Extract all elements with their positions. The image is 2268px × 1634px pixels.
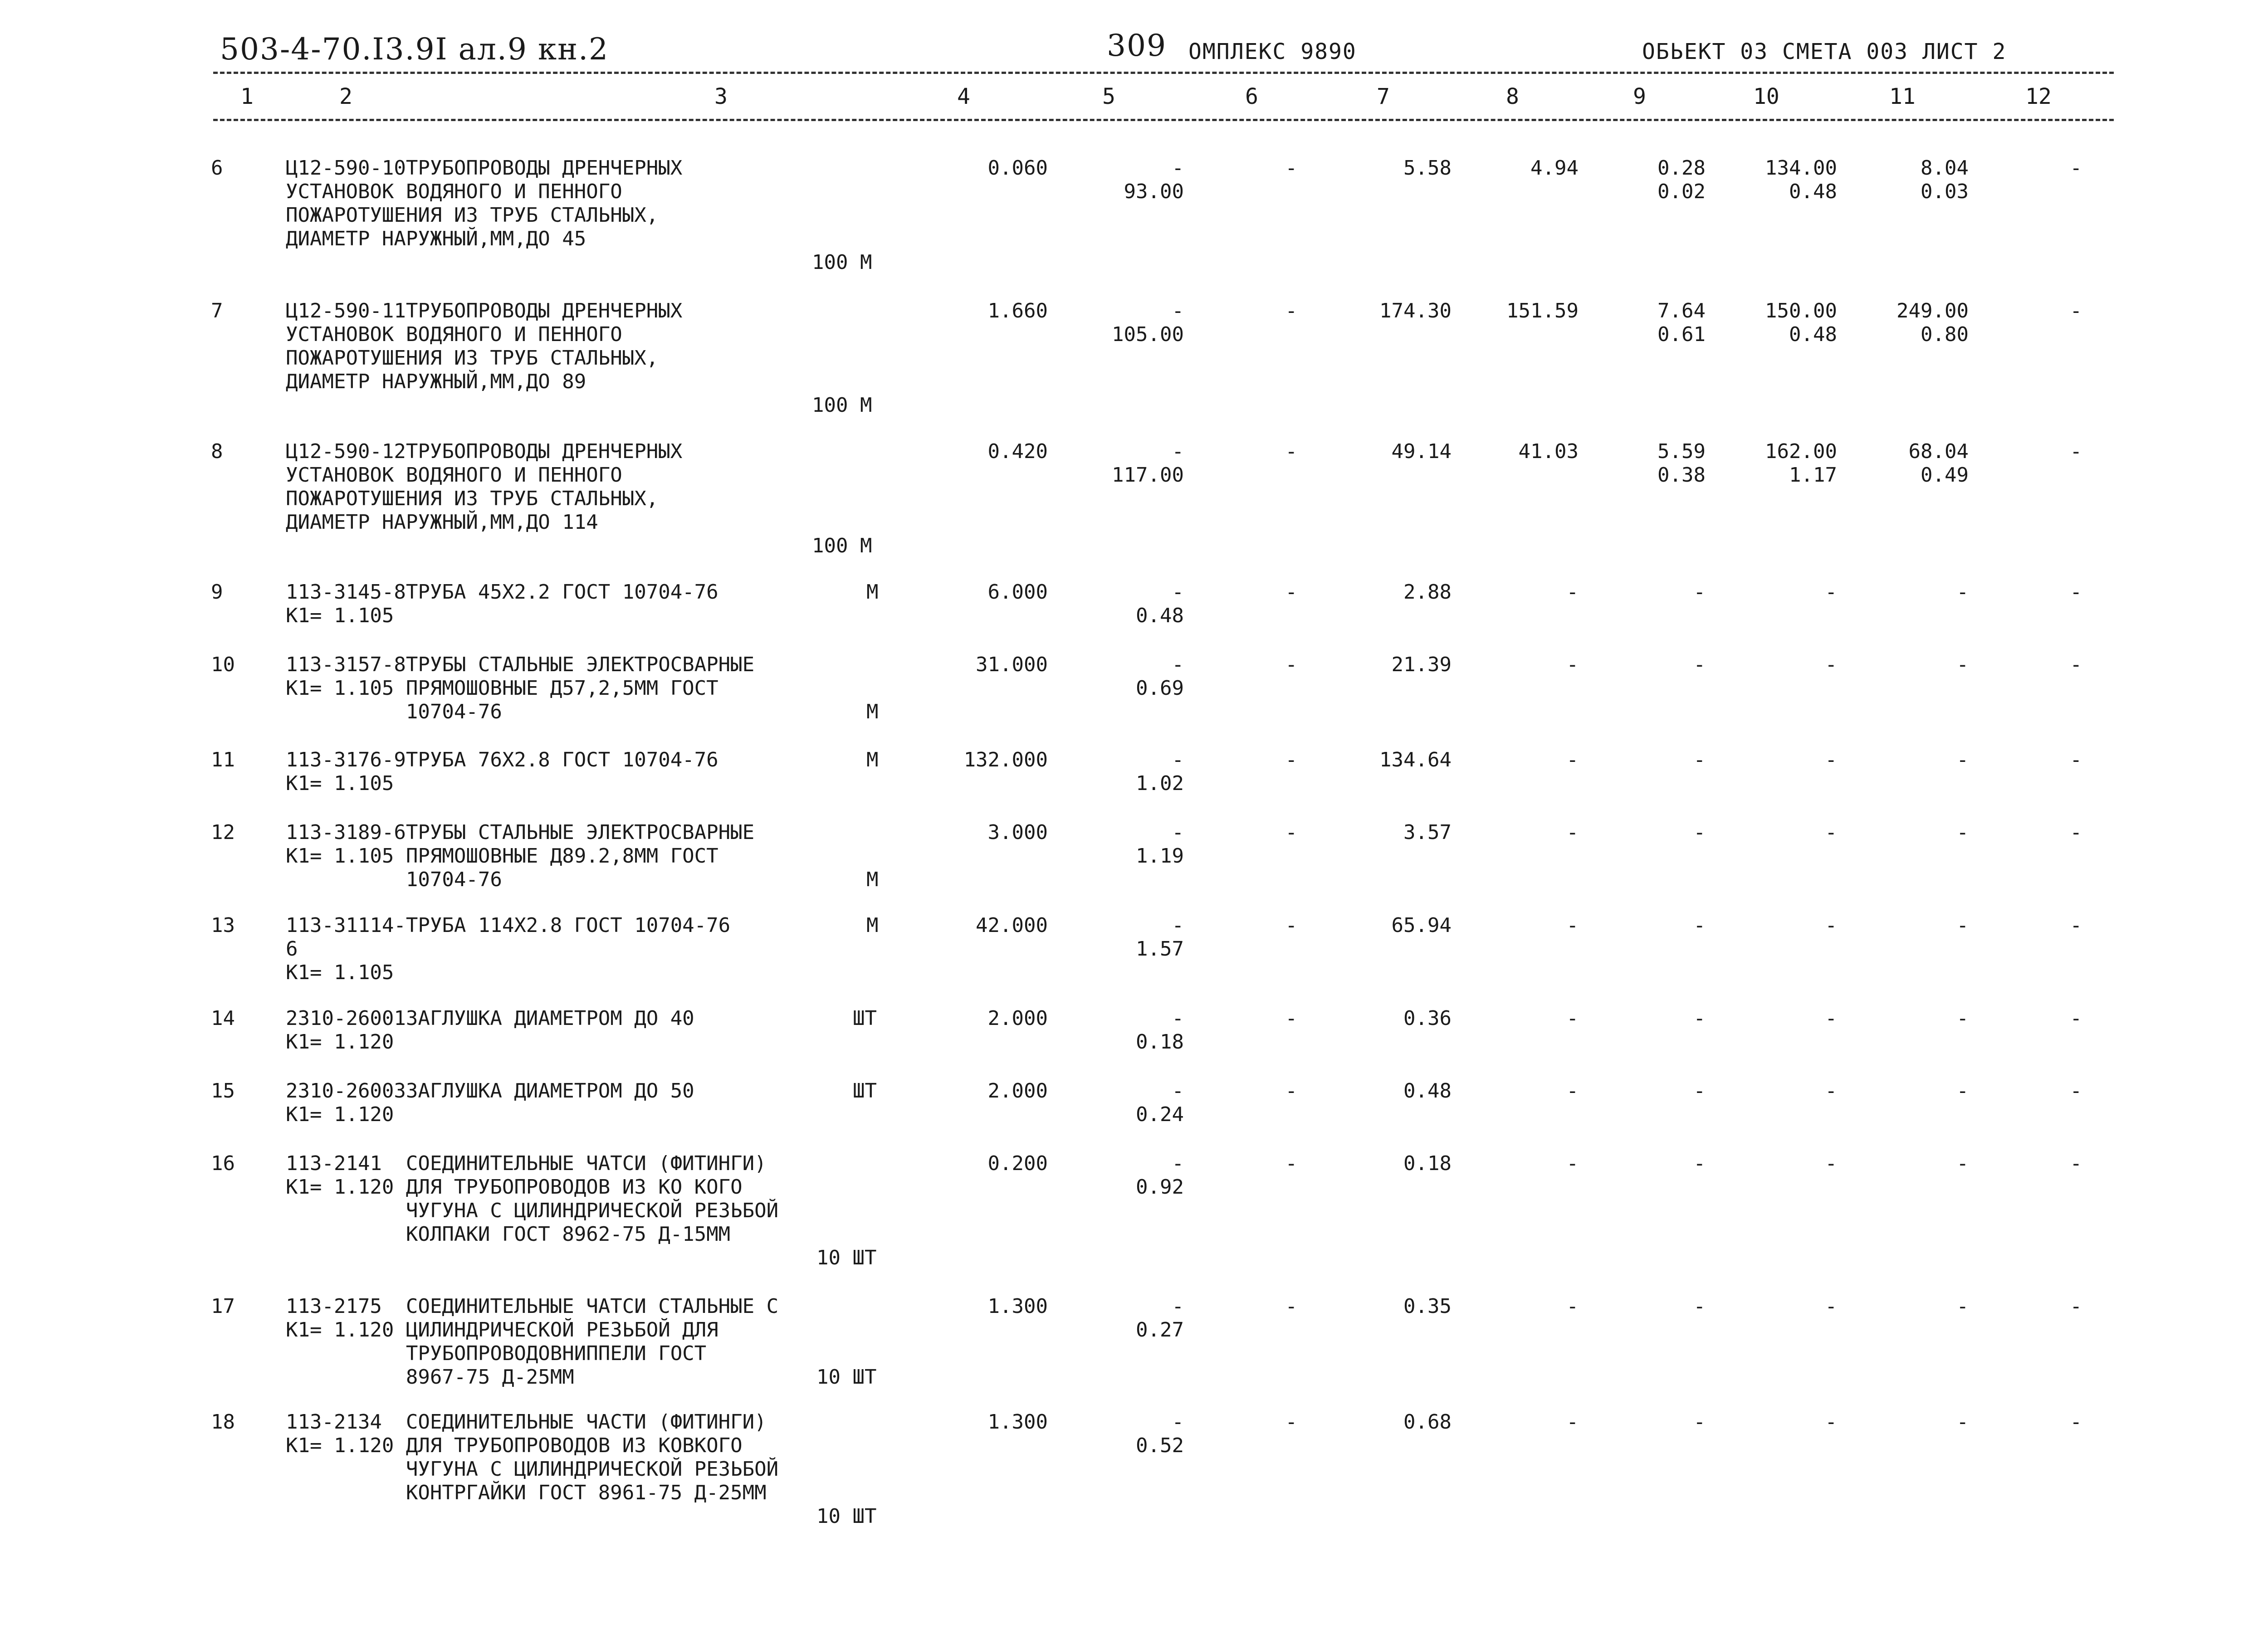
cell-c4: 2.000 [987, 1079, 1048, 1102]
row-unit: 100 М [812, 534, 872, 557]
col-num-9: 9 [1633, 84, 1646, 109]
cell-c7: 0.35 [1403, 1295, 1452, 1318]
cell-c8: - [1566, 580, 1579, 604]
cell-c7: 134.64 [1379, 748, 1452, 771]
row-unit: М [866, 868, 879, 891]
row-description-line: 10704-76 [286, 700, 502, 723]
row-unit: 100 М [812, 251, 872, 274]
cell-c10a: - [1825, 1152, 1837, 1175]
cell-c11a: - [1956, 914, 1969, 937]
cell-c5b: 1.19 [1136, 844, 1184, 868]
cell-c9a: - [1693, 653, 1706, 676]
cell-c11b: 0.49 [1921, 463, 1969, 487]
cell-c9b: 0.02 [1657, 180, 1706, 203]
cell-c10b: 0.48 [1789, 180, 1837, 203]
cell-c6: - [1285, 914, 1297, 937]
cell-c10a: - [1825, 914, 1837, 937]
row-unit: М [866, 700, 879, 723]
cell-c9a: - [1693, 1410, 1706, 1434]
cell-c5a: - [1172, 580, 1184, 604]
cell-c7: 2.88 [1403, 580, 1452, 604]
row-description-line: К1= 1.120 ДЛЯ ТРУБОПРОВОДОВ ИЗ КО КОГО [286, 1176, 743, 1199]
row-description-line: Ц12-590-10ТРУБОПРОВОДЫ ДРЕНЧЕРНЫХ [286, 156, 683, 180]
row-description-line: 113-2175 СОЕДИНИТЕЛЬНЫЕ ЧАТСИ СТАЛЬНЫЕ С [286, 1295, 779, 1318]
cell-c6: - [1285, 440, 1297, 463]
col-num-12: 12 [2025, 84, 2052, 109]
complex-label: ОМПЛЕКС 9890 [1188, 39, 1357, 64]
cell-c9b: 0.61 [1657, 323, 1706, 346]
cell-c4: 132.000 [963, 748, 1048, 771]
cell-c8: - [1566, 1295, 1579, 1318]
cell-c7: 174.30 [1379, 299, 1452, 322]
cell-c5a: - [1172, 1079, 1184, 1102]
cell-c10a: 162.00 [1765, 440, 1837, 463]
cell-c5a: - [1172, 748, 1184, 771]
cell-c11b: 0.80 [1921, 323, 1969, 346]
row-number: 17 [211, 1295, 235, 1318]
cell-c5b: 0.92 [1136, 1176, 1184, 1199]
cell-c12: - [2070, 1079, 2082, 1102]
cell-c6: - [1285, 156, 1297, 180]
cell-c10a: - [1825, 748, 1837, 771]
col-num-2: 2 [339, 84, 352, 109]
cell-c7: 0.36 [1403, 1007, 1452, 1030]
cell-c5b: 93.00 [1124, 180, 1184, 203]
cell-c12: - [2070, 821, 2082, 844]
cell-c5b: 1.57 [1136, 937, 1184, 961]
row-description-line: К1= 1.120 ЦИЛИНДРИЧЕСКОЙ РЕЗЬБОЙ ДЛЯ [286, 1318, 719, 1341]
row-description-line: КОНТРГАЙКИ ГОСТ 8961-75 Д-25ММ [286, 1481, 767, 1504]
cell-c10b: 0.48 [1789, 323, 1837, 346]
cell-c8: - [1566, 748, 1579, 771]
row-number: 13 [211, 914, 235, 937]
cell-c11b: 0.03 [1921, 180, 1969, 203]
row-unit: 10 ШТ [816, 1246, 877, 1269]
row-description-line: ДИАМЕТР НАРУЖНЫЙ,ММ,ДО 89 [286, 370, 587, 393]
cell-c6: - [1285, 1410, 1297, 1434]
cell-c11a: 68.04 [1908, 440, 1969, 463]
cell-c8: - [1566, 653, 1579, 676]
row-description-line: 8967-75 Д-25ММ [286, 1366, 574, 1389]
col-num-4: 4 [957, 84, 970, 109]
cell-c11a: 249.00 [1897, 299, 1969, 322]
col-num-8: 8 [1506, 84, 1519, 109]
cell-c4: 3.000 [987, 821, 1048, 844]
cell-c6: - [1285, 821, 1297, 844]
cell-c7: 0.48 [1403, 1079, 1452, 1102]
row-description-line: 113-3189-6ТРУБЫ СТАЛЬНЫЕ ЭЛЕКТРОСВАРНЫЕ [286, 821, 755, 844]
object-estimate-label: ОБЬЕКТ 03 СМЕТА 003 ЛИСТ 2 [1642, 39, 2007, 64]
cell-c5a: - [1172, 1410, 1184, 1434]
cell-c7: 21.39 [1391, 653, 1452, 676]
row-unit: 10 ШТ [816, 1366, 877, 1389]
row-description-line: 113-2141 СОЕДИНИТЕЛЬНЫЕ ЧАТСИ (ФИТИНГИ) [286, 1152, 767, 1175]
row-description-line: К1= 1.105 [286, 772, 394, 795]
row-number: 18 [211, 1410, 235, 1434]
cell-c9a: - [1693, 580, 1706, 604]
row-description-line: К1= 1.105 [286, 961, 394, 984]
col-num-5: 5 [1102, 84, 1115, 109]
cell-c6: - [1285, 1007, 1297, 1030]
column-numbers [0, 84, 2268, 116]
row-description-line: УСТАНОВОК ВОДЯНОГО И ПЕННОГО [286, 180, 622, 203]
col-num-10: 10 [1753, 84, 1779, 109]
cell-c7: 0.68 [1403, 1410, 1452, 1434]
cell-c9a: - [1693, 914, 1706, 937]
cell-c5a: - [1172, 156, 1184, 180]
col-num-6: 6 [1245, 84, 1258, 109]
row-description-line: ПОЖАРОТУШЕНИЯ ИЗ ТРУБ СТАЛЬНЫХ, [286, 346, 659, 370]
row-description-line: Ц12-590-12ТРУБОПРОВОДЫ ДРЕНЧЕРНЫХ [286, 440, 683, 463]
cell-c9a: - [1693, 748, 1706, 771]
row-unit: ШТ [853, 1079, 877, 1102]
cell-c7: 3.57 [1403, 821, 1452, 844]
cell-c4: 2.000 [987, 1007, 1048, 1030]
row-description-line: 2310-260013АГЛУШКА ДИАМЕТРОМ ДО 40 [286, 1007, 694, 1030]
row-description-line: 10704-76 [286, 868, 502, 891]
cell-c8: - [1566, 914, 1579, 937]
cell-c8: - [1566, 1007, 1579, 1030]
cell-c4: 0.200 [987, 1152, 1048, 1175]
row-unit: М [866, 748, 879, 771]
cell-c8: - [1566, 821, 1579, 844]
row-description-line: ТРУБОПРОВОДОВНИППЕЛИ ГОСТ [286, 1342, 707, 1365]
row-description-line: УСТАНОВОК ВОДЯНОГО И ПЕННОГО [286, 463, 622, 487]
row-unit: 100 М [812, 394, 872, 417]
cell-c5b: 0.52 [1136, 1434, 1184, 1457]
row-description-line: 113-3145-8ТРУБА 45Х2.2 ГОСТ 10704-76 [286, 580, 719, 604]
cell-c9a: 5.59 [1657, 440, 1706, 463]
cell-c4: 1.300 [987, 1295, 1048, 1318]
cell-c5a: - [1172, 914, 1184, 937]
row-description-line: ЧУГУНА С ЦИЛИНДРИЧЕСКОЙ РЕЗЬБОЙ [286, 1199, 779, 1222]
row-number: 15 [211, 1079, 235, 1102]
row-description-line: 2310-260033АГЛУШКА ДИАМЕТРОМ ДО 50 [286, 1079, 694, 1102]
cell-c12: - [2070, 1007, 2082, 1030]
row-number: 14 [211, 1007, 235, 1030]
cell-c8: 4.94 [1530, 156, 1579, 180]
cell-c10a: 134.00 [1765, 156, 1837, 180]
cell-c6: - [1285, 1295, 1297, 1318]
row-description-line: К1= 1.120 [286, 1103, 394, 1126]
cell-c9a: - [1693, 1295, 1706, 1318]
col-num-11: 11 [1889, 84, 1916, 109]
row-description-line: ПОЖАРОТУШЕНИЯ ИЗ ТРУБ СТАЛЬНЫХ, [286, 487, 659, 510]
cell-c12: - [2070, 1152, 2082, 1175]
cell-c10a: - [1825, 1079, 1837, 1102]
cell-c12: - [2070, 580, 2082, 604]
row-description-line: 113-3176-9ТРУБА 76Х2.8 ГОСТ 10704-76 [286, 748, 719, 771]
cell-c10b: 1.17 [1789, 463, 1837, 487]
cell-c12: - [2070, 748, 2082, 771]
cell-c4: 42.000 [976, 914, 1048, 937]
cell-c10a: - [1825, 653, 1837, 676]
cell-c11a: - [1956, 653, 1969, 676]
row-description-line: К1= 1.120 [286, 1030, 394, 1054]
document-id: 503-4-70.I3.9I ал.9 кн.2 [220, 32, 609, 67]
col-num-7: 7 [1377, 84, 1390, 109]
cell-c4: 1.660 [987, 299, 1048, 322]
cell-c5b: 0.69 [1136, 677, 1184, 700]
row-description-line: 113-2134 СОЕДИНИТЕЛЬНЫЕ ЧАСТИ (ФИТИНГИ) [286, 1410, 767, 1434]
row-unit: 10 ШТ [816, 1505, 877, 1528]
col-num-1: 1 [240, 84, 254, 109]
cell-c8: - [1566, 1410, 1579, 1434]
cell-c8: 151.59 [1506, 299, 1579, 322]
cell-c12: - [2070, 914, 2082, 937]
cell-c4: 0.060 [987, 156, 1048, 180]
row-description-line: КОЛПАКИ ГОСТ 8962-75 Д-15ММ [286, 1223, 731, 1246]
cell-c7: 65.94 [1391, 914, 1452, 937]
cell-c4: 1.300 [987, 1410, 1048, 1434]
cell-c12: - [2070, 440, 2082, 463]
cell-c5b: 0.48 [1136, 604, 1184, 627]
cell-c9a: - [1693, 821, 1706, 844]
cell-c9a: - [1693, 1152, 1706, 1175]
cell-c11a: - [1956, 748, 1969, 771]
cell-c11a: - [1956, 580, 1969, 604]
cell-c5b: 0.24 [1136, 1103, 1184, 1126]
cell-c5a: - [1172, 653, 1184, 676]
cell-c9a: - [1693, 1079, 1706, 1102]
header-rule-top [213, 72, 2114, 74]
cell-c5b: 0.18 [1136, 1030, 1184, 1054]
row-unit: М [866, 914, 879, 937]
cell-c9b: 0.38 [1657, 463, 1706, 487]
row-description-line: К1= 1.120 ДЛЯ ТРУБОПРОВОДОВ ИЗ КОВКОГО [286, 1434, 743, 1457]
cell-c4: 31.000 [976, 653, 1048, 676]
cell-c5a: - [1172, 1295, 1184, 1318]
row-number: 7 [211, 299, 223, 322]
row-description-line: 6 [286, 937, 298, 961]
row-number: 12 [211, 821, 235, 844]
cell-c5b: 0.27 [1136, 1318, 1184, 1341]
cell-c10a: - [1825, 1295, 1837, 1318]
cell-c4: 6.000 [987, 580, 1048, 604]
row-description-line: 113-3157-8ТРУБЫ СТАЛЬНЫЕ ЭЛЕКТРОСВАРНЫЕ [286, 653, 755, 676]
cell-c6: - [1285, 1152, 1297, 1175]
cell-c6: - [1285, 299, 1297, 322]
row-number: 11 [211, 748, 235, 771]
cell-c11a: 8.04 [1921, 156, 1969, 180]
page-number: 309 [1107, 28, 1167, 63]
cell-c5b: 117.00 [1112, 463, 1184, 487]
cell-c11a: - [1956, 1410, 1969, 1434]
col-num-3: 3 [714, 84, 728, 109]
cell-c5a: - [1172, 299, 1184, 322]
header-rule-bottom [213, 119, 2114, 121]
row-description-line: Ц12-590-11ТРУБОПРОВОДЫ ДРЕНЧЕРНЫХ [286, 299, 683, 322]
cell-c6: - [1285, 748, 1297, 771]
row-unit: ШТ [853, 1007, 877, 1030]
row-description-line: УСТАНОВОК ВОДЯНОГО И ПЕННОГО [286, 323, 622, 346]
cell-c12: - [2070, 156, 2082, 180]
cell-c9a: 0.28 [1657, 156, 1706, 180]
cell-c12: - [2070, 1295, 2082, 1318]
row-number: 16 [211, 1152, 235, 1175]
cell-c6: - [1285, 653, 1297, 676]
cell-c8: 41.03 [1518, 440, 1579, 463]
row-number: 10 [211, 653, 235, 676]
cell-c7: 49.14 [1391, 440, 1452, 463]
row-description-line: К1= 1.105 ПРЯМОШОВНЫЕ Д57,2,5ММ ГОСТ [286, 677, 719, 700]
cell-c10a: - [1825, 821, 1837, 844]
cell-c6: - [1285, 1079, 1297, 1102]
cell-c5a: - [1172, 440, 1184, 463]
row-description-line: 113-31114-ТРУБА 114Х2.8 ГОСТ 10704-76 [286, 914, 731, 937]
cell-c10a: - [1825, 1410, 1837, 1434]
cell-c11a: - [1956, 1295, 1969, 1318]
cell-c12: - [2070, 299, 2082, 322]
cell-c11a: - [1956, 1152, 1969, 1175]
cell-c9a: - [1693, 1007, 1706, 1030]
row-description-line: ЧУГУНА С ЦИЛИНДРИЧЕСКОЙ РЕЗЬБОЙ [286, 1458, 779, 1481]
cell-c11a: - [1956, 1007, 1969, 1030]
cell-c6: - [1285, 580, 1297, 604]
row-number: 9 [211, 580, 223, 604]
cell-c9a: 7.64 [1657, 299, 1706, 322]
cell-c12: - [2070, 653, 2082, 676]
cell-c5b: 105.00 [1112, 323, 1184, 346]
row-description-line: К1= 1.105 [286, 604, 394, 627]
row-description-line: ДИАМЕТР НАРУЖНЫЙ,ММ,ДО 114 [286, 511, 598, 534]
row-unit: М [866, 580, 879, 604]
cell-c5a: - [1172, 821, 1184, 844]
cell-c7: 0.18 [1403, 1152, 1452, 1175]
cell-c5b: 1.02 [1136, 772, 1184, 795]
cell-c11a: - [1956, 821, 1969, 844]
row-number: 6 [211, 156, 223, 180]
cell-c11a: - [1956, 1079, 1969, 1102]
cell-c10a: 150.00 [1765, 299, 1837, 322]
cell-c5a: - [1172, 1152, 1184, 1175]
row-description-line: К1= 1.105 ПРЯМОШОВНЫЕ Д89.2,8ММ ГОСТ [286, 844, 719, 868]
cell-c5a: - [1172, 1007, 1184, 1030]
cell-c8: - [1566, 1079, 1579, 1102]
cell-c8: - [1566, 1152, 1579, 1175]
row-number: 8 [211, 440, 223, 463]
row-description-line: ДИАМЕТР НАРУЖНЫЙ,ММ,ДО 45 [286, 227, 587, 250]
cell-c12: - [2070, 1410, 2082, 1434]
cell-c7: 5.58 [1403, 156, 1452, 180]
row-description-line: ПОЖАРОТУШЕНИЯ ИЗ ТРУБ СТАЛЬНЫХ, [286, 204, 659, 227]
cell-c4: 0.420 [987, 440, 1048, 463]
cell-c10a: - [1825, 1007, 1837, 1030]
cell-c10a: - [1825, 580, 1837, 604]
